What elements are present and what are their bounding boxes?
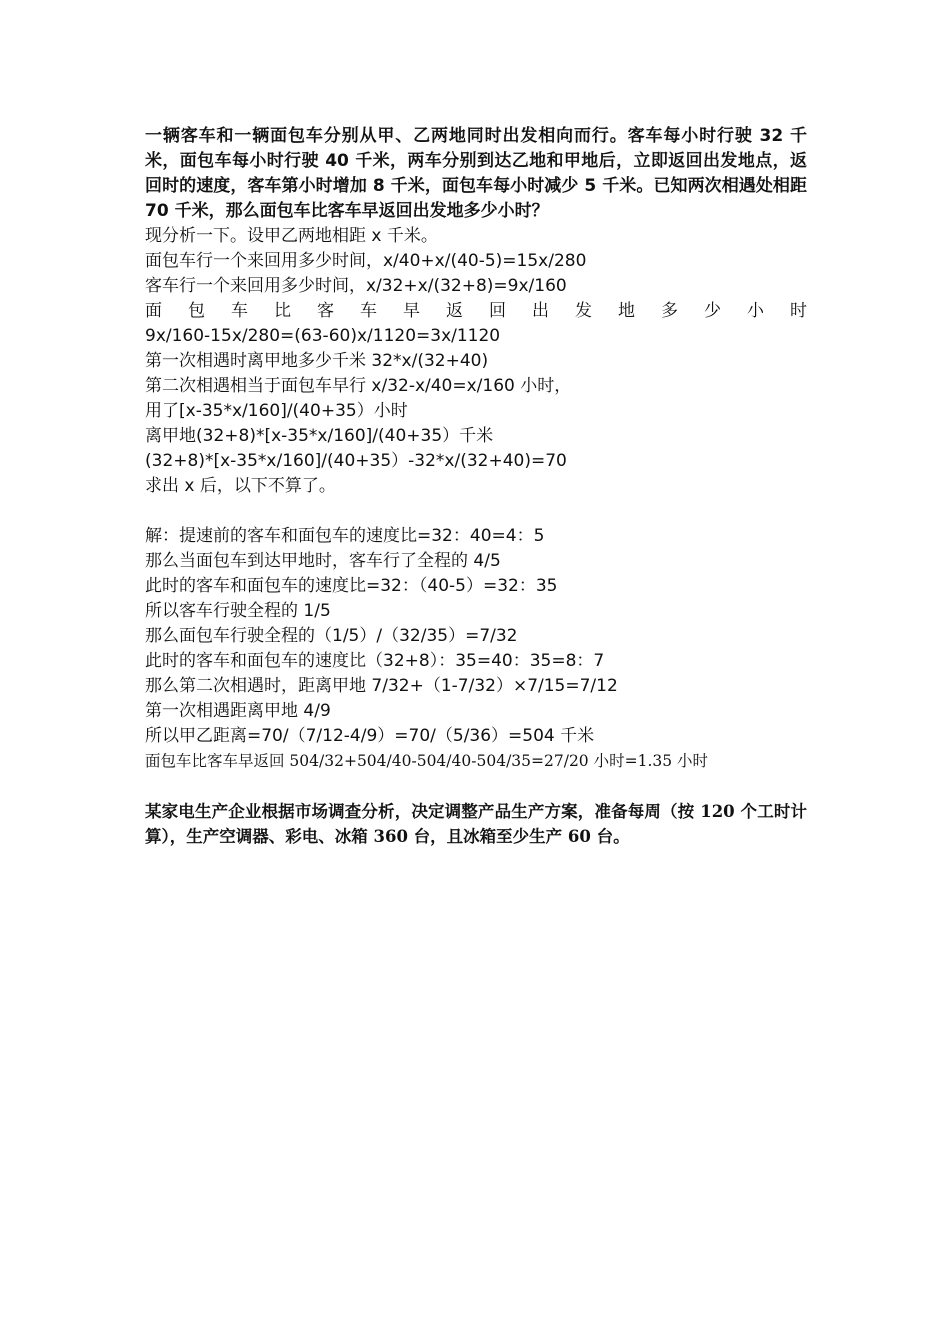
analysis-line-10: 求出 x 后，以下不算了。: [145, 476, 336, 496]
spread-char: 出: [532, 301, 549, 321]
document-page: [145, 124, 807, 849]
problem-2-text: 某家电生产企业根据市场调查分析，决定调整产品生产方案，准备每周（按 120 个工时计算），生产空调器、彩电、冰箱 360 台，且冰箱至少生产 60 台。: [145, 802, 807, 846]
problem-1-text: 一辆客车和一辆面包车分别从甲、乙两地同时出发相向而行。客车每小时行驶 32 千米，面包车每小时行驶 40 千米，两车分别到达乙地和甲地后，立即返回出发地点，返回时的速度，客车第小时增加 8 千米，面包车每小时减少 5 千米。已知两次相遇处相距 70 千米，那么面包车比客车早返回出发地多少小时？: [145, 126, 807, 221]
solution-line-5: 那么面包车行驶全程的（1/5）/（32/35）=7/32: [145, 626, 518, 646]
analysis-line-5: 第一次相遇时离甲地多少千米 32*x/(32+40): [145, 351, 489, 371]
analysis-line-4: 9x/160-15x/280=(63-60)x/1120=3x/1120: [145, 326, 501, 346]
spread-char: 回: [489, 301, 506, 321]
analysis-line-2: 面包车行一个来回用多少时间，x/40+x/(40-5)=15x/280: [145, 251, 587, 271]
spread-char: 返: [446, 301, 463, 321]
spread-char: 多: [661, 301, 678, 321]
spread-char: 车: [231, 301, 248, 321]
solution-line-8: 第一次相遇距离甲地 4/9: [145, 701, 331, 721]
spread-char: 比: [274, 301, 291, 321]
analysis-line-8: 离甲地(32+8)*[x-35*x/160]/(40+35）千米: [145, 426, 494, 446]
spread-char: 包: [188, 301, 205, 321]
spread-char: 面: [145, 301, 162, 321]
solution-line-9: 所以甲乙距离=70/（7/12-4/9）=70/（5/36）=504 千米: [145, 726, 595, 746]
spread-char: 少: [704, 301, 721, 321]
analysis-line-6: 第二次相遇相当于面包车早行 x/32-x/40=x/160 小时，: [145, 376, 572, 396]
solution-line-2: 那么当面包车到达甲地时，客车行了全程的 4/5: [145, 551, 501, 571]
blank-line: [145, 774, 807, 799]
blank-line: [145, 499, 807, 524]
analysis-line-1: 现分析一下。设甲乙两地相距 x 千米。: [145, 226, 438, 246]
spread-char: 客: [317, 301, 334, 321]
spread-char: 小: [747, 301, 764, 321]
spread-char: 早: [403, 301, 420, 321]
solution-line-3: 此时的客车和面包车的速度比=32：（40-5）=32：35: [145, 576, 558, 596]
spread-char: 发: [575, 301, 592, 321]
analysis-line-3: 客车行一个来回用多少时间，x/32+x/(32+8)=9x/160: [145, 276, 567, 296]
analysis-line-9: (32+8)*[x-35*x/160]/(40+35）-32*x/(32+40)=70: [145, 451, 567, 471]
solution-final-line: 面包车比客车早返回 504/32+504/40-504/40-504/35=27/20 小时=1.35 小时: [145, 752, 709, 770]
spread-char: 时: [790, 301, 807, 321]
solution-line-1: 解：提速前的客车和面包车的速度比=32：40=4：5: [145, 526, 545, 546]
spread-char: 地: [618, 301, 635, 321]
spread-char: 车: [360, 301, 377, 321]
analysis-line-7: 用了[x-35*x/160]/(40+35）小时: [145, 401, 408, 421]
solution-line-6: 此时的客车和面包车的速度比（32+8）：35=40：35=8：7: [145, 651, 605, 671]
solution-line-7: 那么第二次相遇时，距离甲地 7/32+（1-7/32）×7/15=7/12: [145, 676, 618, 696]
analysis-spread-line: [145, 299, 807, 324]
solution-line-4: 所以客车行驶全程的 1/5: [145, 601, 331, 621]
